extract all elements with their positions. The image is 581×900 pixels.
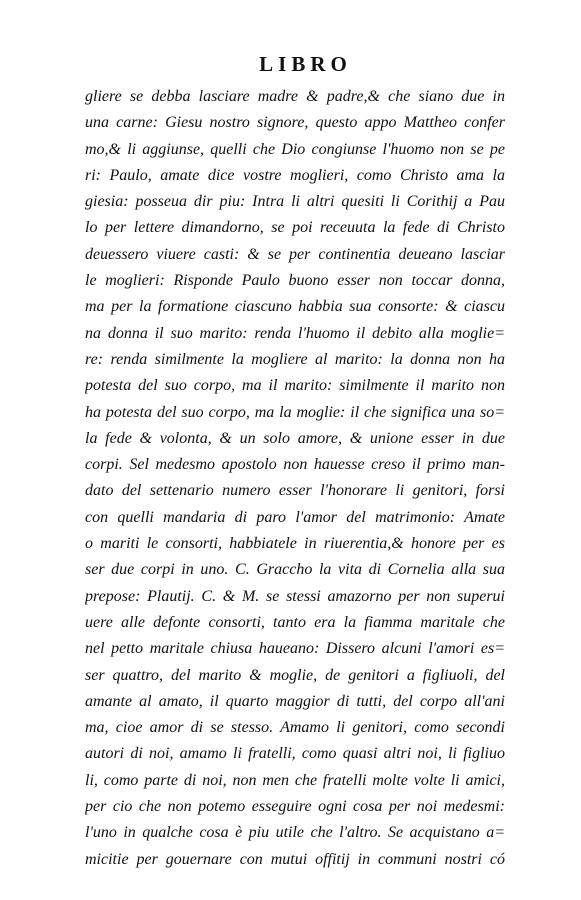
text-line: giesia: posseua dir piu: Intra li altri quesiti li Corithij a Pau [85,193,505,211]
text-line: ma per la formatione ciascuno habbia sua consorte: & ciascu [85,298,505,316]
text-line: li, como parte di noi, non men che fratelli molte volte li amici, [85,771,505,789]
text-line: ser quattro, del marito & moglie, de genitori a figliuoli, del [85,666,505,684]
text-line: deuessero viuere casti: & se per continentia deueano lasciar [85,245,505,263]
text-line: ri: Paulo, amate dice vostre moglieri, como Christo ama la [85,166,505,184]
text-line: na donna il suo marito: renda l'huomo il debito alla moglie= [85,324,505,342]
text-line: la fede & volonta, & un solo amore, & unione esser in due [85,429,505,447]
text-line: amante al amato, il quarto maggior di tutti, del corpo all'ani [85,692,505,710]
text-line: per cio che non potemo esseguire ogni cosa per noi medesmi: [85,798,505,816]
text-line: nel petto maritale chiusa haueano: Dissero alcuni l'amori es= [85,640,505,658]
running-title: LIBRO [259,52,352,76]
text-line: mo,& li aggiunse, quelli che Dio congiunse l'huomo non se pe [85,140,505,158]
text-line: micitie per gouernare con mutui offitij in communi nostri có [85,850,505,868]
text-line: prepose: Plautij. C. & M. se stessi amazorno per non superui [85,587,505,605]
text-line: ha potesta del suo corpo, ma la moglie: il che significa una so= [85,403,505,421]
text-line: re: renda similmente la mogliere al marito: la donna non ha [85,350,505,368]
text-line: autori di noi, amamo li fratelli, como quasi altri noi, li figliuo [85,745,505,763]
body-text [85,84,505,873]
text-line: potesta del suo corpo, ma il marito: similmente il marito non [85,377,505,395]
text-line: o mariti le consorti, habbiatele in riuerentia,& honore per es [85,535,505,553]
text-line: corpi. Sel medesmo apostolo non hauesse creso il primo man- [85,456,505,474]
text-line: lo per lettere dimandorno, se poi receuuta la fede di Christo [85,219,505,237]
text-line: ser due corpi in uno. C. Graccho la vita di Cornelia alla sua [85,561,505,579]
text-line: una carne: Giesu nostro signore, questo appo Mattheo confer [85,114,505,132]
text-line: gliere se debba lasciare madre & padre,& che siano due in [85,88,505,105]
text-line: dato del settenario numero esser l'honorare li genitori, forsi [85,482,505,500]
text-line: uere alle defonte consorti, tanto era la fiamma maritale che [85,613,505,631]
text-line: con quelli mandaria di paro l'amor del matrimonio: Amate [85,508,505,526]
text-line: l'uno in qualche cosa è piu utile che l'altro. Se acquistano a= [85,824,505,842]
text-line: ma, cioe amor di se stesso. Amamo li genitori, como secondi [85,719,505,737]
text-line: le moglieri: Risponde Paulo buono esser non toccar donna, [85,272,505,290]
